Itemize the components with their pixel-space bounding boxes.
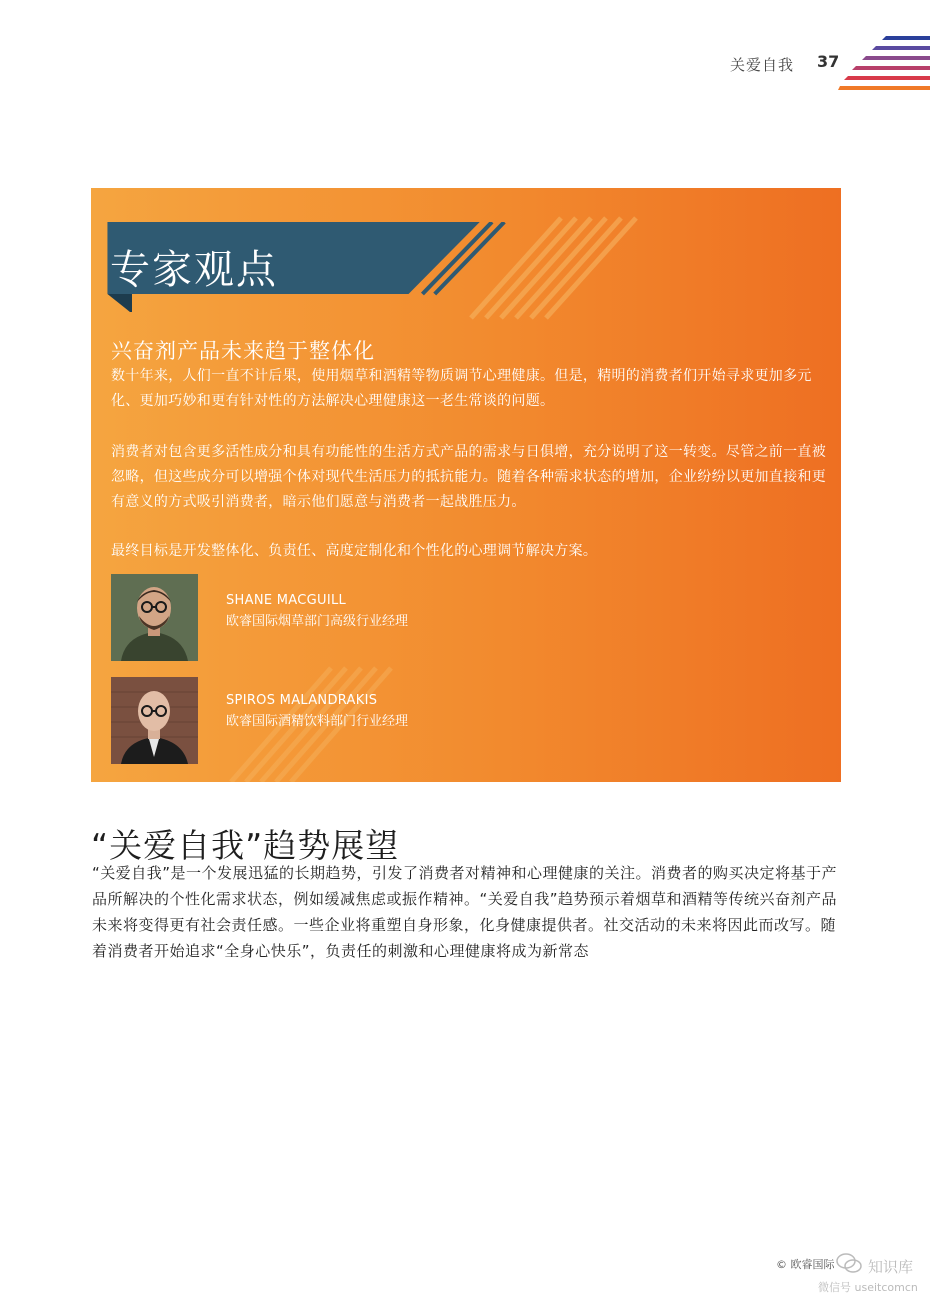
- expert-photo-1: [111, 574, 198, 661]
- wechat-icon: [836, 1252, 862, 1274]
- outlook-body: “关爱自我”是一个发展迅猛的长期趋势，引发了消费者对精神和心理健康的关注。消费者的购买决定将基于产品所解决的个性化需求状态，例如缓减焦虑或振作精神。“关爱自我”趋势预示着烟草和酒精等传统兴奋剂产品未来将变得更有社会责任感。一些企业将重塑自身形象，化身健康提供者。社交活动的未来将因此而改写。随着消费者开始追求“全身心快乐”，负责任的刺激和心理健康将成为新常态: [92, 864, 838, 960]
- header-stripes-decoration: [838, 36, 930, 96]
- expert-paragraph-3: 最终目标是开发整体化、负责任、高度定制化和个性化的心理调节解决方案。: [111, 543, 598, 559]
- watermark-sub: 微信号 useitcomcn: [818, 1281, 918, 1294]
- copyright-text: © 欧睿国际: [776, 1258, 835, 1271]
- expert-role-2: 欧睿国际酒精饮料部门行业经理: [226, 714, 409, 729]
- expert-banner-title: 专家观点: [110, 247, 278, 293]
- expert-name-2: SPIROS MALANDRAKIS: [226, 693, 378, 708]
- page-number: 37: [817, 52, 840, 71]
- section-label: 关爱自我: [730, 56, 795, 74]
- expert-paragraph-1: 数十年来，人们一直不计后果，使用烟草和酒精等物质调节心理健康。但是，精明的消费者们开始寻求更加多元化、更加巧妙和更有针对性的方法解决心理健康这一老生常谈的问题。: [111, 368, 812, 409]
- watermark-main: 知识库: [868, 1258, 914, 1276]
- expert-name-1: SHANE MACGUILL: [226, 593, 347, 608]
- outlook-title: “关爱自我”趋势展望: [91, 826, 400, 865]
- expert-subheading: 兴奋剂产品未来趋于整体化: [111, 339, 375, 363]
- expert-paragraph-2: 消费者对包含更多活性成分和具有功能性的生活方式产品的需求与日俱增，充分说明了这一转变。尽管之前一直被忽略，但这些成分可以增强个体对现代生活压力的抵抗能力。随着各种需求状态的增加，企业纷纷以更加直接和更有意义的方式吸引消费者，暗示他们愿意与消费者一起战胜压力。: [111, 444, 826, 510]
- expert-role-1: 欧睿国际烟草部门高级行业经理: [226, 614, 409, 629]
- expert-photo-2: [111, 677, 198, 764]
